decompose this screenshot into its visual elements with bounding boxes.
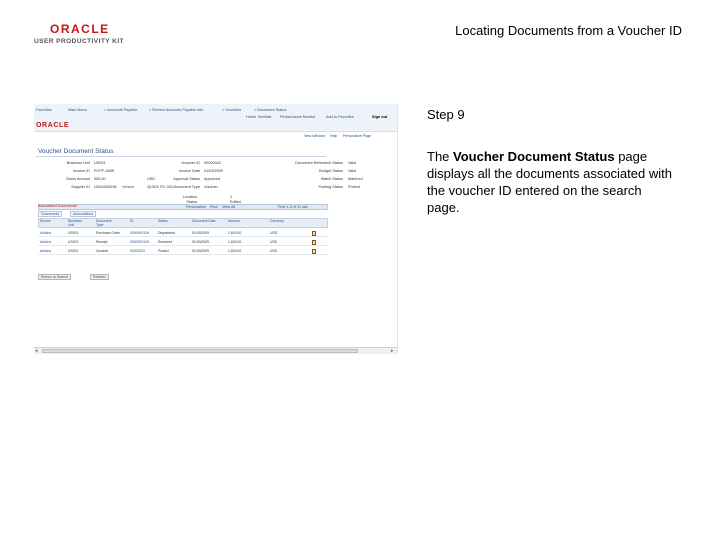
- match-status-value: Matched: [348, 177, 363, 181]
- invoice-date-label: Invoice Date: [178, 169, 200, 173]
- tab-associations[interactable]: Associations: [70, 211, 96, 217]
- row-2-source[interactable]: Actions: [40, 240, 52, 244]
- return-to-search-button[interactable]: Return to Search: [38, 274, 71, 280]
- gross-amount-label: Gross Amount: [65, 177, 90, 181]
- grid-pager[interactable]: First 1-3 of 3 Last: [278, 205, 308, 209]
- col-business-unit: Business Unit: [68, 219, 82, 227]
- breadcrumb-favorites[interactable]: Favorites: [36, 108, 52, 112]
- table-row: [38, 229, 328, 237]
- row-3-bu: US001: [68, 249, 79, 253]
- row-3-status: Posted: [158, 249, 169, 253]
- link-personalize-page[interactable]: Personalize Page: [343, 134, 372, 138]
- grid-personalize-link[interactable]: Personalize: [186, 205, 206, 209]
- slide-title: Locating Documents from a Voucher ID: [455, 23, 682, 38]
- supplier-id-label: Supplier ID: [71, 185, 90, 189]
- posting-status-label: Posting Status: [318, 185, 343, 189]
- step-title: Step 9: [427, 107, 465, 122]
- grid-view-all-link[interactable]: View All: [222, 205, 236, 209]
- scroll-right-icon[interactable]: ▸: [391, 348, 394, 354]
- grid-find-link[interactable]: Find: [210, 205, 218, 209]
- business-unit-value: US001: [94, 161, 106, 165]
- desc-bold: Voucher Document Status: [453, 149, 615, 164]
- table-row: [38, 247, 328, 255]
- row-2-amount: 1,620.00: [228, 240, 242, 244]
- row-2-type: Receipt: [96, 240, 108, 244]
- row-1-date: 01/03/2009: [192, 231, 209, 235]
- link-help[interactable]: Help: [330, 134, 338, 138]
- tab-documents[interactable]: Documents: [38, 211, 62, 217]
- table-row: [38, 238, 328, 246]
- row-1-source[interactable]: Actions: [40, 231, 52, 235]
- col-document-date: Document Date: [192, 219, 216, 223]
- brand-logo: ORACLE: [36, 122, 70, 129]
- doc-reference-status-label: Document Reference Status: [295, 161, 343, 165]
- voucher-id-value: 00000322: [204, 161, 221, 165]
- step-description: [427, 148, 677, 216]
- breadcrumb-review-ap-info[interactable]: > Review Accounts Payable Info: [149, 108, 204, 112]
- row-3-date: 01/03/2009: [192, 249, 209, 253]
- budget-status-label: Budget Status: [319, 169, 343, 173]
- supplier-vehicle-link[interactable]: Vehicle: [122, 185, 135, 189]
- link-home[interactable]: Home: [246, 115, 257, 119]
- gross-amount-value: 950.00: [94, 177, 106, 181]
- row-3-type: Voucher: [96, 249, 109, 253]
- supplier-short-name: QUICK PC-001: [147, 185, 173, 189]
- breadcrumb-document-status[interactable]: > Document Status: [254, 108, 287, 112]
- row-2-status: Received: [158, 240, 173, 244]
- document-icon[interactable]: [312, 249, 316, 254]
- match-status-label: Match Status: [320, 177, 343, 181]
- approval-status-value: Approved: [204, 177, 221, 181]
- location-label: Location: [182, 195, 197, 199]
- approval-status-label: Approval Status: [173, 177, 200, 181]
- scrollbar-thumb[interactable]: [42, 349, 358, 353]
- row-1-currency: USD: [270, 231, 278, 235]
- row-1-status: Dispatched: [158, 231, 175, 235]
- row-3-source[interactable]: Actions: [40, 249, 52, 253]
- col-id: ID: [130, 219, 134, 223]
- logo-subtitle: USER PRODUCTIVITY KIT: [34, 38, 124, 45]
- row-3-amount: 1,620.00: [228, 249, 242, 253]
- posting-status-value: Posted: [348, 185, 360, 189]
- status-value: Edited: [230, 200, 241, 204]
- link-worklist[interactable]: Worklist: [258, 115, 272, 119]
- row-2-bu: US001: [68, 240, 79, 244]
- desc-prefix: The: [427, 149, 454, 164]
- col-document-type: Document Type: [96, 219, 112, 227]
- scroll-left-icon[interactable]: ◂: [35, 348, 38, 354]
- col-source: Source: [40, 219, 51, 223]
- document-type-value: Voucher: [204, 185, 218, 189]
- voucher-id-label: Voucher ID: [181, 161, 200, 165]
- document-icon[interactable]: [312, 240, 316, 245]
- row-3-id[interactable]: 00000322: [130, 249, 146, 253]
- horizontal-scrollbar[interactable]: [34, 347, 398, 354]
- link-new-window[interactable]: New Window: [304, 134, 325, 138]
- row-2-date: 01/03/2009: [192, 240, 209, 244]
- title-divider: [36, 156, 326, 157]
- row-1-amount: 1,620.00: [228, 231, 242, 235]
- link-sign-out[interactable]: Sign out: [372, 115, 388, 119]
- col-currency: Currency: [270, 219, 284, 223]
- row-2-currency: USD: [270, 240, 278, 244]
- invoice-date-value: 01/03/2009: [204, 169, 224, 173]
- status-label: Status: [186, 200, 197, 204]
- breadcrumb-main-menu[interactable]: Main Menu: [68, 108, 87, 112]
- budget-status-value: Valid: [348, 169, 357, 173]
- refresh-button[interactable]: Refresh: [90, 274, 109, 280]
- breadcrumb-vouchers[interactable]: > Vouchers: [222, 108, 242, 112]
- link-performance-monitor[interactable]: Performance Monitor: [280, 115, 316, 119]
- col-amount: Amount: [228, 219, 240, 223]
- location-value: 1: [230, 195, 233, 199]
- desc-suffix: page displays all the documents associated with the voucher ID entered on the search page.: [427, 149, 672, 215]
- business-unit-label: Business Unit: [66, 161, 90, 165]
- invoice-id-value: PCPF-3489: [94, 169, 114, 173]
- document-icon[interactable]: [312, 231, 316, 236]
- row-1-id[interactable]: 0000000126: [130, 231, 149, 235]
- doc-reference-status-value: Valid: [348, 161, 357, 165]
- row-3-currency: USD: [270, 249, 278, 253]
- row-1-bu: US001: [68, 231, 79, 235]
- page-title: Voucher Document Status: [38, 148, 114, 155]
- col-status: Status: [158, 219, 168, 223]
- row-2-id[interactable]: 0000000126: [130, 240, 149, 244]
- document-type-label: Document Type: [173, 185, 200, 189]
- invoice-id-label: Invoice ID: [73, 169, 90, 173]
- oracle-upk-logo: [34, 22, 124, 46]
- breadcrumb-accounts-payable[interactable]: > Accounts Payable: [104, 108, 138, 112]
- supplier-id-value: USA0000036: [94, 185, 117, 189]
- row-1-type: Purchase Order: [96, 231, 120, 235]
- link-add-to-favorites[interactable]: Add to Favorites: [326, 115, 354, 119]
- grid-title: Associated Documents: [38, 204, 77, 208]
- logo-wordmark: ORACLE: [50, 22, 110, 36]
- screenshot-frame: [34, 104, 398, 354]
- gross-amount-currency: USD: [147, 177, 156, 181]
